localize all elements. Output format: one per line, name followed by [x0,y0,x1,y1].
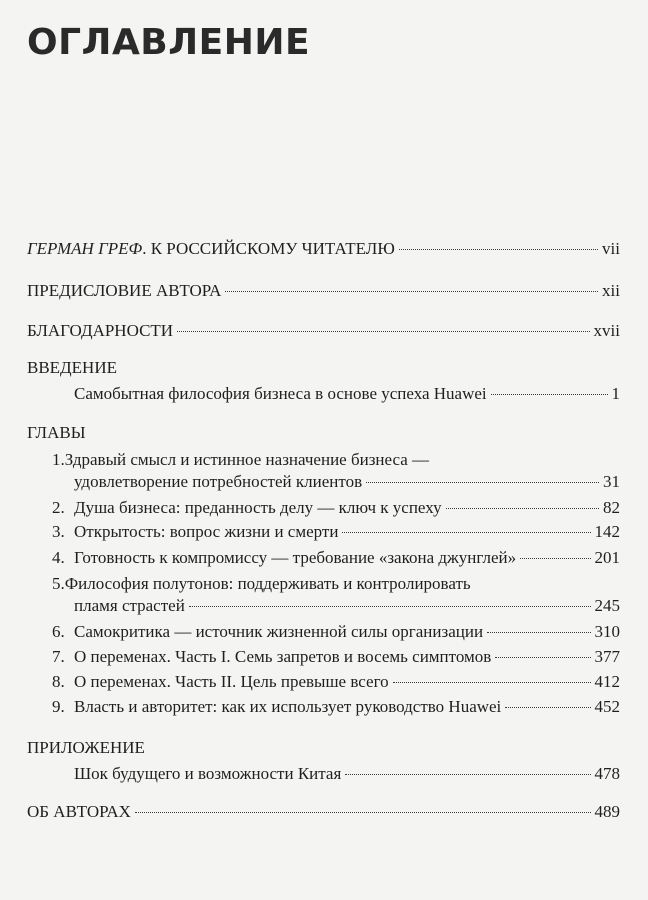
leader-dots [495,657,590,658]
leader-dots [345,774,590,775]
toc-entry-chapter-3[interactable] [52,521,620,543]
chapter-number: 9. [52,697,65,716]
leader-dots [225,291,598,292]
entry-title: Самокритика — источник жизненной силы организации [74,622,484,641]
leader-dots [491,394,608,395]
toc-entry-author-preface[interactable] [27,280,620,302]
leader-dots [487,632,590,633]
entry-page: 478 [594,764,620,783]
entry-title-line2: пламя страстей [74,596,185,615]
entry-title: . К РОССИЙСКОМУ ЧИТАТЕЛЮ [142,239,395,258]
leader-dots [399,249,598,250]
toc-entry-chapter-4[interactable] [52,547,620,569]
entry-page: 31 [603,472,620,491]
entry-title: БЛАГОДАРНОСТИ [27,321,174,340]
leader-dots [393,682,591,683]
toc-entry-foreword-gref[interactable] [27,238,620,260]
chapter-5-line1[interactable] [52,573,471,595]
entry-page: 412 [594,672,620,691]
entry-title-line1: Философия полутонов: поддерживать и контролировать [64,574,471,593]
toc-entry-introduction[interactable] [74,383,620,405]
entry-title: Шок будущего и возможности Китая [74,764,342,783]
entry-page: vii [602,239,620,258]
toc-entry-appendix[interactable] [74,763,620,785]
toc-entry-chapter-7[interactable] [52,646,620,668]
leader-dots [366,482,599,483]
entry-title-line1: Здравый смысл и истинное назначение бизнеса — [64,450,430,469]
leader-dots [520,558,590,559]
chapter-number: 8. [52,672,65,691]
entry-title: ПРЕДИСЛОВИЕ АВТОРА [27,281,222,300]
entry-page: 82 [603,498,620,517]
entry-title: Самобытная философия бизнеса в основе успеха Huawei [74,384,487,403]
leader-dots [135,812,591,813]
chapter-number: 4. [52,548,65,567]
toc-entry-chapter-1[interactable] [74,471,620,493]
leader-dots [177,331,589,332]
entry-title: ОБ АВТОРАХ [27,802,131,821]
toc-entry-chapter-2[interactable] [52,497,620,519]
leader-dots [189,606,591,607]
section-heading-chapters: ГЛАВЫ [27,423,86,442]
toc-entry-chapter-6[interactable] [52,621,620,643]
entry-page: 142 [594,522,620,541]
entry-page: xii [602,281,620,300]
section-heading-appendix: ПРИЛОЖЕНИЕ [27,738,145,757]
section-heading-introduction: ВВЕДЕНИЕ [27,358,117,377]
entry-page: 201 [594,548,620,567]
entry-title: Готовность к компромиссу — требование «закона джунглей» [74,548,517,567]
entry-title: Власть и авторитет: как их использует руководство Huawei [74,697,502,716]
entry-page: xvii [593,321,620,340]
chapter-1-line1[interactable] [52,449,429,471]
chapter-number: 2. [52,498,65,517]
chapter-number: 7. [52,647,65,666]
entry-page: 377 [594,647,620,666]
leader-dots [342,532,590,533]
entry-title: О переменах. Часть I. Семь запретов и восемь симптомов [74,647,492,666]
toc-entry-chapter-8[interactable] [52,671,620,693]
entry-page: 489 [594,802,620,821]
entry-page: 1 [611,384,620,403]
entry-title: Душа бизнеса: преданность делу — ключ к успеху [74,498,442,517]
leader-dots [505,707,590,708]
entry-author: ГЕРМАН ГРЕФ [27,239,143,258]
entry-title-line2: удовлетворение потребностей клиентов [74,472,363,491]
chapter-number: 3. [52,522,65,541]
entry-title: Открытость: вопрос жизни и смерти [74,522,339,541]
entry-page: 452 [594,697,620,716]
toc-entry-acknowledgements[interactable] [27,320,620,342]
toc-entry-chapter-5[interactable] [74,595,620,617]
entry-page: 245 [594,596,620,615]
toc-entry-about-authors[interactable] [27,801,620,823]
leader-dots [446,508,599,509]
page-title: ОГЛАВЛЕНИЕ [27,22,311,63]
entry-title: О переменах. Часть II. Цель превыше всего [74,672,389,691]
chapter-number: 1. [52,450,65,469]
chapter-number: 5. [52,574,65,593]
chapter-number: 6. [52,622,65,641]
entry-page: 310 [594,622,620,641]
toc-entry-chapter-9[interactable] [52,696,620,718]
